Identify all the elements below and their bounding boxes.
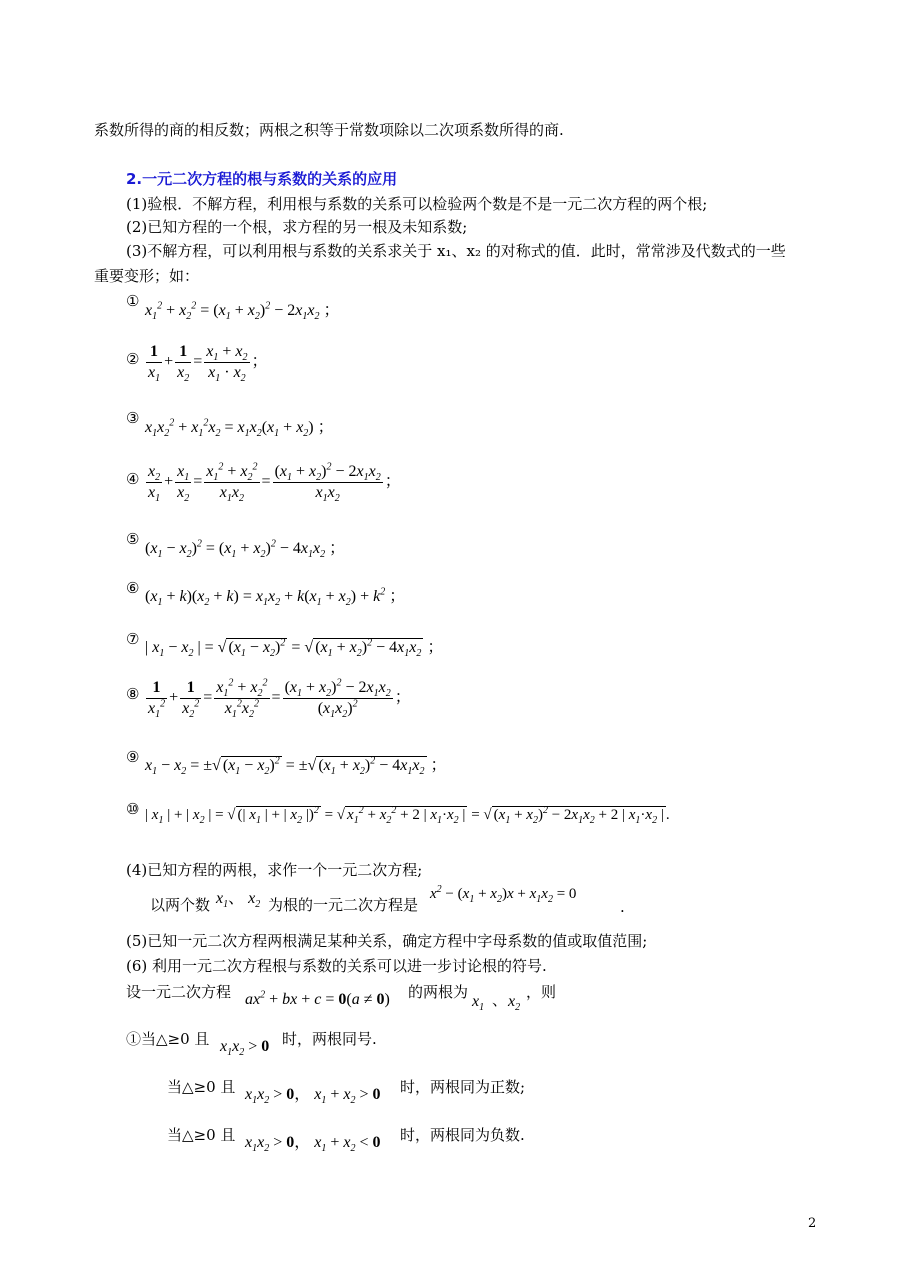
item-6-d: ，则 (526, 983, 557, 1001)
formula-constructed-equation: $x^2 - (x_1 + x_2)x + x_1x_2 = 0$ (430, 884, 577, 905)
formula-10: | $x_1$ | + | $x_2$ | = √ (| $x_1$ | + | $x_2$ |)$^2$ = √ $x_1^2 + x_2^2 + 2$ | $x_1\cdot x_2$ | = √ $(x_1 + x_2)^2 - 2x_1x_2 + 2$ | $x_1\cdot x_2$ | . (145, 805, 670, 826)
formula-quadratic: $ax^2$ + bx + c = 0(a ≠ 0) (245, 989, 390, 1008)
marker-2: ② (126, 350, 140, 368)
marker-5: ⑤ (126, 530, 140, 548)
formula-5: $(x_1 - x_2)^2 = (x_1 + x_2)^2 - 4x_1x_2$ ； (145, 538, 346, 561)
formula-3: $x_1x_2^2 + x_1^2x_2 = x_1x_2(x_1 + x_2)$ ； (145, 417, 334, 440)
item-1: (1)验根．不解方程，利用根与系数的关系可以检验两个数是不是一元二次方程的两个根; (126, 195, 708, 213)
marker-8: ⑧ (126, 685, 140, 703)
formula-6: $(x_1 + k)(x_2 + k) = x_1x_2 + k(x_1 + x_2) + k^2$ ； (145, 586, 406, 609)
root-x2: $x_2$ (508, 993, 521, 1014)
cond-2-b: 时，两根同为正数; (400, 1078, 526, 1096)
marker-10: ⑩ (126, 800, 140, 818)
item-6-b: 的两根为 (408, 983, 469, 1001)
cond-3-b: 时，两根同为负数. (400, 1126, 525, 1144)
formula-1: $x_1^2 + x_2^2 = (x_1 + x_2)^2 - 2x_1x_2$ ； (145, 300, 340, 323)
page-number: 2 (808, 1216, 817, 1231)
cond-3-a: 当△≥0 且 (167, 1126, 236, 1144)
cond-1-a: ①当△≥0 且 (126, 1030, 210, 1048)
intro-tail: 系数所得的商的相反数；两根之积等于常数项除以二次项系数所得的商. (94, 121, 564, 139)
item-6-a: 设一元二次方程 (126, 983, 232, 1001)
item-4-period: . (620, 898, 625, 916)
formula-cond-3: $x_1x_2 > 0$， $x_1 + x_2 < 0$ (245, 1134, 381, 1155)
formula-2: $\frac{1}{x_1}$ + $\frac{1}{x_2}$ = $\frac{x_1 + x_2}{x_1 \cdot x_2}$ ； (148, 343, 268, 385)
item-3: (3)不解方程，可以利用根与系数的关系求关于 x₁、x₂ 的对称式的值．此时，常常涉及代数式的一些 (126, 242, 786, 260)
formula-cond-1: $x_1x_2 > 0$ (220, 1038, 270, 1059)
item-6: (6) 利用一元二次方程根与系数的关系可以进一步讨论根的符号. (126, 957, 547, 975)
marker-6: ⑥ (126, 579, 140, 597)
formula-7: | $x_1 - x_2$ | = √ $(x_1 - x_2)^2$ = √ $(x_1 + x_2)^2 - 4x_1x_2$ ； (145, 637, 444, 660)
cond-2-a: 当△≥0 且 (167, 1078, 236, 1096)
item-4-a: 以两个数 (150, 896, 211, 914)
marker-7: ⑦ (126, 630, 140, 648)
item-6-c: 、 (492, 991, 508, 1009)
roots-x1-x2: $x_1$、 $x_2$ (216, 890, 261, 911)
formula-4: $\frac{x_2}{x_1}$ + $\frac{x_1}{x_2}$ = $\frac{x_1^2 + x_2^2}{x_1x_2}$ = $\frac{(x_1 + x_2)^2 - 2x_1x_2}{x_1x_2}$ ； (148, 461, 401, 505)
formula-8: $\frac{1}{x_1^2}$ + $\frac{1}{x_2^2}$ = $\frac{x_1^2 + x_2^2}{x_1^2x_2^2}$ = $\frac{(x_1 + x_2)^2 - 2x_1x_2}{(x_1x_2)^2}$ ； (148, 677, 411, 721)
item-3-cont: 重要变形；如： (94, 267, 200, 285)
formula-9: $x_1 - x_2$ = ±√ $(x_1 - x_2)^2$ = ±√ $(x_1 + x_2)^2 - 4x_1x_2$ ； (145, 755, 447, 778)
item-4: (4)已知方程的两根，求作一个一元二次方程; (126, 861, 423, 879)
item-4-b: 为根的一元二次方程是 (268, 896, 419, 914)
cond-1-b: 时，两根同号. (282, 1030, 377, 1048)
item-2: (2)已知方程的一个根，求方程的另一根及未知系数; (126, 218, 468, 236)
item-5: (5)已知一元二次方程两根满足某种关系，确定方程中字母系数的值或取值范围; (126, 932, 648, 950)
marker-3: ③ (126, 409, 140, 427)
marker-1: ① (126, 292, 140, 310)
formula-cond-2: $x_1x_2 > 0$， $x_1 + x_2 > 0$ (245, 1086, 381, 1107)
root-x1: $x_1$ (472, 993, 485, 1014)
marker-4: ④ (126, 470, 140, 488)
section-heading: 2.一元二次方程的根与系数的关系的应用 (126, 170, 398, 188)
marker-9: ⑨ (126, 748, 140, 766)
